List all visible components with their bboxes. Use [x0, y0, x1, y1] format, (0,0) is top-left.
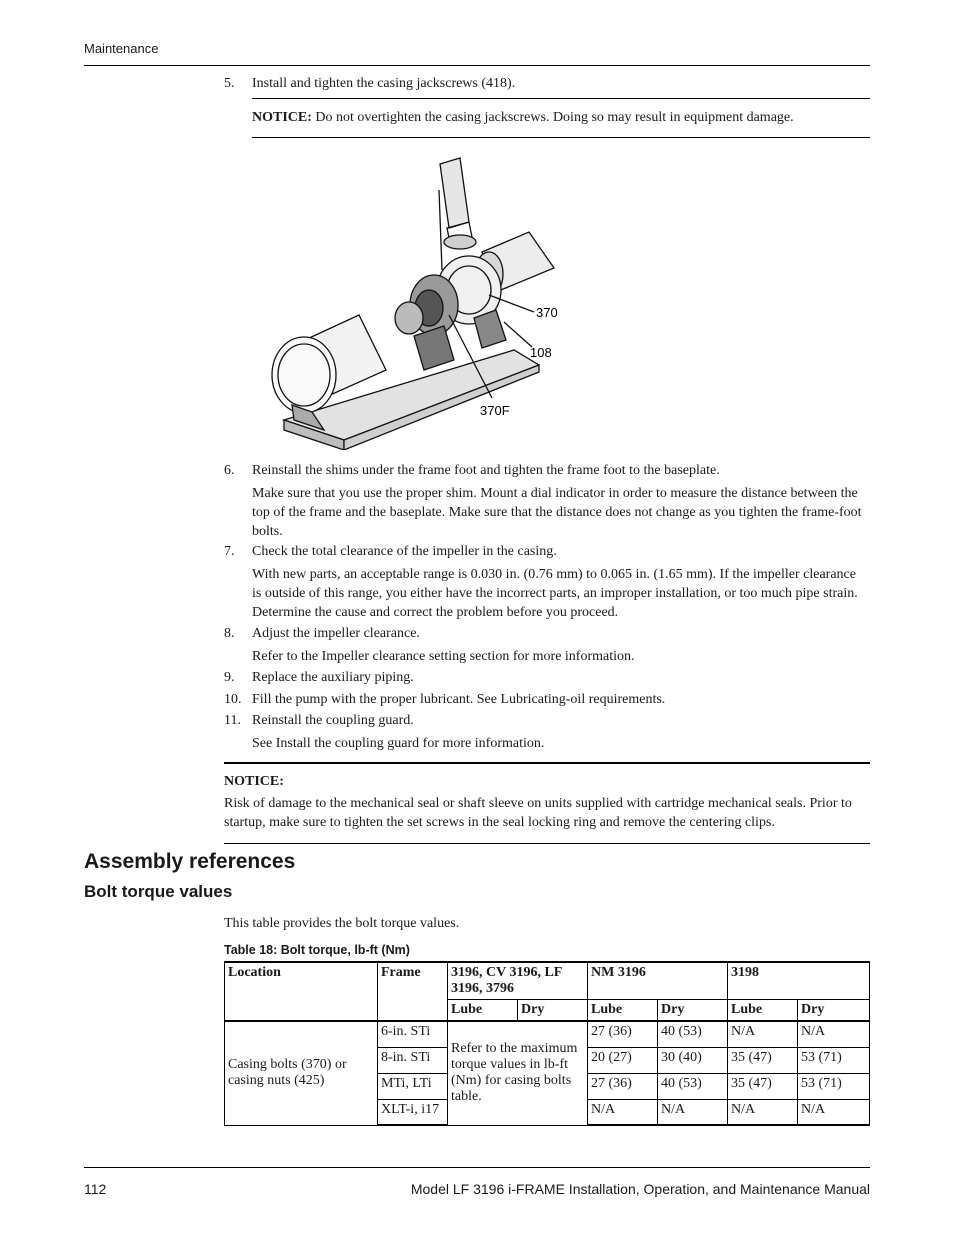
header-location: Location: [225, 962, 378, 1021]
step-number: 9.: [224, 670, 235, 685]
cell-merged-note: Refer to the maximum torque values in lb-ft (Nm) for casing bolts table.: [448, 1021, 588, 1125]
header-group-3196: 3196, CV 3196, LF 3196, 3796: [448, 962, 588, 1000]
header-lube: Lube: [588, 1000, 658, 1022]
cell-frame: XLT-i, i17: [378, 1099, 448, 1125]
step-6-detail: Make sure that you use the proper shim. Mount a dial indicator in order to measure the distance between the top of the frame and the baseplate. Make sure that the distance does not change as you tighten the frame-foot bolts.: [252, 486, 862, 539]
header-frame: Frame: [378, 962, 448, 1021]
step-11-detail: See Install the coupling guard for more information.: [252, 736, 545, 751]
section-title: Assembly references: [84, 850, 296, 873]
step-text: Fill the pump with the proper lubricant. See Lubricating-oil requirements.: [252, 692, 666, 707]
cell-3198-lube: N/A: [728, 1099, 798, 1125]
cell-nm-dry: 30 (40): [658, 1047, 728, 1073]
notice-rule-top: [252, 98, 870, 99]
cell-nm-dry: 40 (53): [658, 1021, 728, 1047]
step-number: 8.: [224, 626, 235, 641]
cell-3198-dry: N/A: [798, 1021, 870, 1047]
notice2-rule-top: [224, 762, 870, 764]
table-caption: Table 18: Bolt torque, lb-ft (Nm): [224, 943, 410, 957]
header-dry: Dry: [658, 1000, 728, 1022]
cell-nm-lube: 27 (36): [588, 1021, 658, 1047]
cell-3198-lube: N/A: [728, 1021, 798, 1047]
step-number: 7.: [224, 544, 235, 559]
manual-title: Model LF 3196 i-FRAME Installation, Operation, and Maintenance Manual: [410, 1181, 870, 1197]
notice-jackscrews: [252, 108, 870, 127]
step-number: 5.: [224, 76, 235, 91]
header-lube: Lube: [448, 1000, 518, 1022]
header-dry: Dry: [798, 1000, 870, 1022]
running-header: Maintenance: [84, 41, 159, 56]
cell-3198-lube: 35 (47): [728, 1073, 798, 1099]
header-group-3198: 3198: [728, 962, 870, 1000]
cell-frame: 8-in. STi: [378, 1047, 448, 1073]
cell-location: Casing bolts (370) or casing nuts (425): [225, 1021, 378, 1125]
cell-nm-dry: N/A: [658, 1099, 728, 1125]
footer-rule: [84, 1167, 870, 1168]
pump-assembly-figure: [264, 150, 574, 450]
notice-text: Do not overtighten the casing jackscrews. Doing so may result in equipment damage.: [311, 110, 794, 125]
cell-frame: 6-in. STi: [378, 1021, 448, 1047]
step-text: Install and tighten the casing jackscrews (418).: [252, 76, 516, 91]
step-8-detail: Refer to the Impeller clearance setting section for more information.: [252, 649, 635, 664]
header-group-nm3196: NM 3196: [588, 962, 728, 1000]
step-7-detail: With new parts, an acceptable range is 0.030 in. (0.76 mm) to 0.065 in. (1.65 mm). If the impeller clearance is outside of this range, you either have the incorrect parts, an improper installation, or too much pipe strain. Determine the cause and correct the problem before you proceed.: [252, 567, 858, 620]
cell-3198-dry: 53 (71): [798, 1047, 870, 1073]
notice-mechanical-seal: [224, 772, 870, 832]
callout-108: 108: [530, 345, 552, 360]
notice-text: Risk of damage to the mechanical seal or shaft sleeve on units supplied with cartridge mechanical seals. Prior to startup, make sure to tighten the set screws in the seal locking ring and remove the centering clips.: [224, 796, 852, 830]
cell-3198-lube: 35 (47): [728, 1047, 798, 1073]
cell-frame: MTi, LTi: [378, 1073, 448, 1099]
table-header-row: [225, 962, 870, 1000]
notice-rule-bottom: [252, 137, 870, 138]
table-row: [225, 1021, 870, 1047]
notice-label: NOTICE:: [224, 774, 284, 789]
cell-nm-lube: 27 (36): [588, 1073, 658, 1099]
callout-370f: 370F: [480, 403, 510, 418]
step-text: Reinstall the shims under the frame foot and tighten the frame foot to the baseplate.: [252, 463, 720, 478]
step-number: 10.: [224, 692, 242, 707]
notice-label: NOTICE:: [252, 110, 312, 125]
cell-3198-dry: N/A: [798, 1099, 870, 1125]
callout-370: 370: [536, 305, 558, 320]
step-text: Reinstall the coupling guard.: [252, 713, 414, 728]
step-number: 11.: [224, 713, 241, 728]
page-number: 112: [84, 1181, 107, 1197]
step-text: Replace the auxiliary piping.: [252, 670, 414, 685]
cell-nm-dry: 40 (53): [658, 1073, 728, 1099]
step-text: Check the total clearance of the impeller in the casing.: [252, 544, 557, 559]
notice2-rule-bottom: [224, 843, 870, 844]
subsection-title: Bolt torque values: [84, 882, 233, 901]
step-number: 6.: [224, 463, 235, 478]
table-intro: This table provides the bolt torque values.: [224, 916, 460, 931]
header-rule: [84, 65, 870, 66]
step-text: Adjust the impeller clearance.: [252, 626, 420, 641]
header-lube: Lube: [728, 1000, 798, 1022]
bolt-torque-table: [224, 961, 870, 1126]
cell-nm-lube: N/A: [588, 1099, 658, 1125]
cell-nm-lube: 20 (27): [588, 1047, 658, 1073]
cell-3198-dry: 53 (71): [798, 1073, 870, 1099]
header-dry: Dry: [518, 1000, 588, 1022]
